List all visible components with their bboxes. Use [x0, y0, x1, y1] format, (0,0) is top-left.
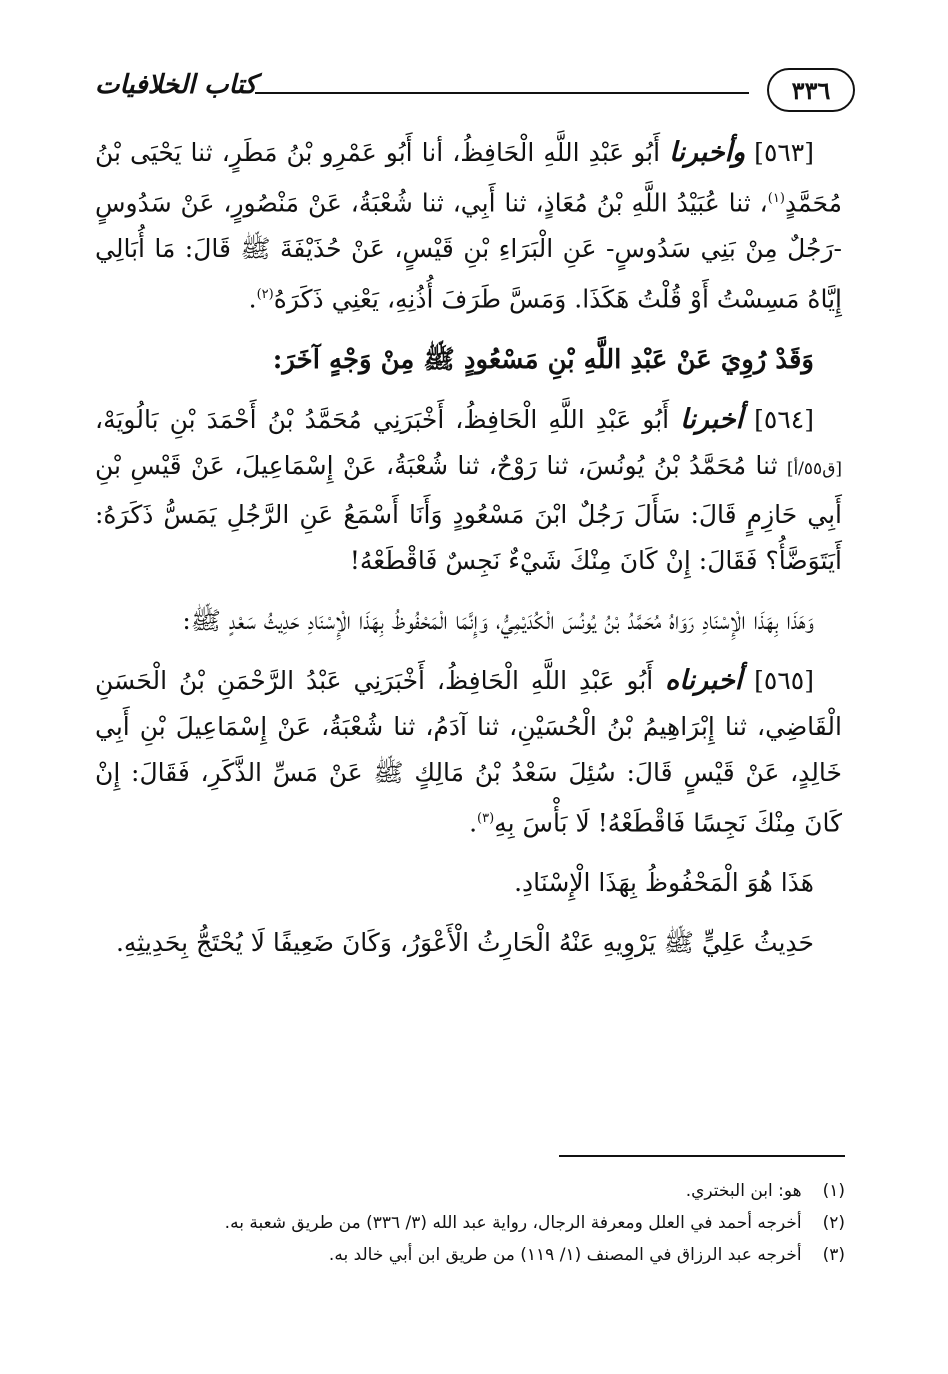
hadith-lead: أخبرناه [665, 664, 743, 696]
header-rule [255, 92, 749, 94]
hadith-563 [95, 130, 842, 323]
hadith-text: ، ثنا عُبَيْدُ اللَّهِ بْنُ مُعَاذٍ، ثنا أَبِي، ثنا شُعْبَةُ، عَنْ مَنْصُورٍ، عَنْ سَدُوسٍ -رَجُلٌ مِنْ بَنِي سَدُوسٍ- عَنِ الْبَرَاءِ بْنِ قَيْسٍ، عَنْ حُذَيْفَةَ ﷺ قَالَ: مَا أُبَالِي إِيَّاهُ مَسِسْتُ أَوْ قُلْتُ هَكَذَا. وَمَسَّ طَرَفَ أُذُنِهِ، يَعْنِي ذَكَرَهُ [95, 188, 842, 314]
footnotes [105, 1175, 845, 1271]
book-title: كتاب الخلافيات [95, 70, 257, 100]
hadith-text: أَبُو عَبْدِ اللَّهِ الْحَافِظُ، أَخْبَرَنِي عَبْدُ الرَّحْمَنِ بْنُ الْحَسَنِ الْقَاضِي، ثنا إِبْرَاهِيمُ بْنُ الْحُسَيْنِ، ثنا آدَمُ، ثنا شُعْبَةُ، عَنْ إِسْمَاعِيلَ بْنِ أَبِي خَالِدٍ، عَنْ قَيْسٍ قَالَ: سُئِلَ سَعْدُ بْنُ مَالِكٍ ﷺ عَنْ مَسِّ الذَّكَرِ، فَقَالَ: إِنْ كَانَ مِنْكَ نَجِسًا فَاقْطَعْهُ! لَا بَأْسَ بِهِ [95, 665, 842, 837]
footnote-text: أخرجه عبد الرزاق في المصنف (١/ ١١٩) من طريق ابن أبي خالد به. [328, 1245, 802, 1265]
hadith-number: [٥٦٥] [754, 665, 814, 695]
page-header [95, 68, 845, 118]
footnote-text: هو: ابن البختري. [685, 1181, 802, 1201]
footnote [105, 1207, 845, 1239]
commentary-paragraph: حَدِيثُ عَلِيٍّ ﷺ يَرْوِيهِ عَنْهُ الْحَارِثُ الْأَعْوَرُ، وَكَانَ ضَعِيفًا لَا يُحْتَجُّ بِحَدِيثِهِ. [115, 927, 814, 957]
hadith-number: [٥٦٤] [754, 404, 814, 434]
hadith-lead: وأخبرنا [669, 137, 746, 168]
commentary-paragraph: وَهَذَا بِهَذَا الْإِسْنَادِ رَوَاهُ مُحَمَّدُ بْنُ يُونُسَ الْكُدَيْمِيُّ، وَإِنَّمَا الْمَحْفُوظُ بِهَذَا الْإِسْنَادِ حَدِيثُ سَعْدٍ ﷺ: [182, 605, 814, 635]
footnote-ref-2: (٢) [256, 287, 274, 303]
footnote-number: (١) [822, 1181, 845, 1201]
hadith-text: أَبُو عَبْدِ اللَّهِ الْحَافِظُ، أَخْبَرَنِي مُحَمَّدُ بْنُ أَحْمَدَ بْنِ بَالُويَهْ، [95, 404, 670, 434]
footnote-ref-1: (١) [767, 191, 785, 206]
hadith-text: . [469, 807, 478, 837]
footnote [105, 1239, 845, 1271]
folio-marker: [ق٥٥/أ] [786, 458, 843, 479]
footnote-ref-3: (٣) [477, 810, 495, 826]
page-body [95, 130, 842, 980]
section-heading: وَقَدْ رُوِيَ عَنْ عَبْدِ اللَّهِ بْنِ مَسْعُودٍ ﷺ مِنْ وَجْهٍ آخَرَ: [272, 344, 814, 375]
footnote-number: (٢) [822, 1213, 845, 1233]
hadith-564 [95, 397, 842, 584]
footnote-number: (٣) [822, 1245, 845, 1265]
hadith-text: ثنا مُحَمَّدُ بْنُ يُونُسَ، ثنا رَوْحٌ، ثنا شُعْبَةُ، عَنْ إِسْمَاعِيلَ، عَنْ قَيْسِ بْنِ أَبِي حَازِمٍ قَالَ: سَأَلَ رَجُلٌ ابْنَ مَسْعُودٍ وَأَنَا أَسْمَعُ عَنِ الرَّجُلِ يَمَسُّ ذَكَرَهُ: أَيَتَوَضَّأُ؟ فَقَالَ: إِنْ كَانَ مِنْكَ شَيْءٌ نَجِسٌ فَاقْطَعْهُ! [95, 450, 842, 575]
commentary-paragraph: هَذَا هُوَ الْمَحْفُوظُ بِهَذَا الْإِسْنَادِ. [514, 867, 814, 897]
hadith-number: [٥٦٣] [754, 138, 814, 167]
hadith-lead: أخبرنا [680, 403, 744, 435]
hadith-text: أَبُو عَبْدِ اللَّهِ الْحَافِظُ، أنا أَبُو عَمْرِو بْنُ مَطَرٍ، ثنا يَحْيَى بْنُ مُحَمَّدٍ [95, 138, 842, 218]
footnote-text: أخرجه أحمد في العلل ومعرفة الرجال، رواية عبد الله (٣/ ٣٣٦) من طريق شعبة به. [224, 1213, 802, 1233]
footnote [105, 1175, 845, 1207]
hadith-565 [95, 658, 842, 846]
page-number: ٣٣٦ [767, 68, 855, 112]
footnote-divider [559, 1155, 845, 1157]
hadith-text: . [248, 284, 257, 314]
